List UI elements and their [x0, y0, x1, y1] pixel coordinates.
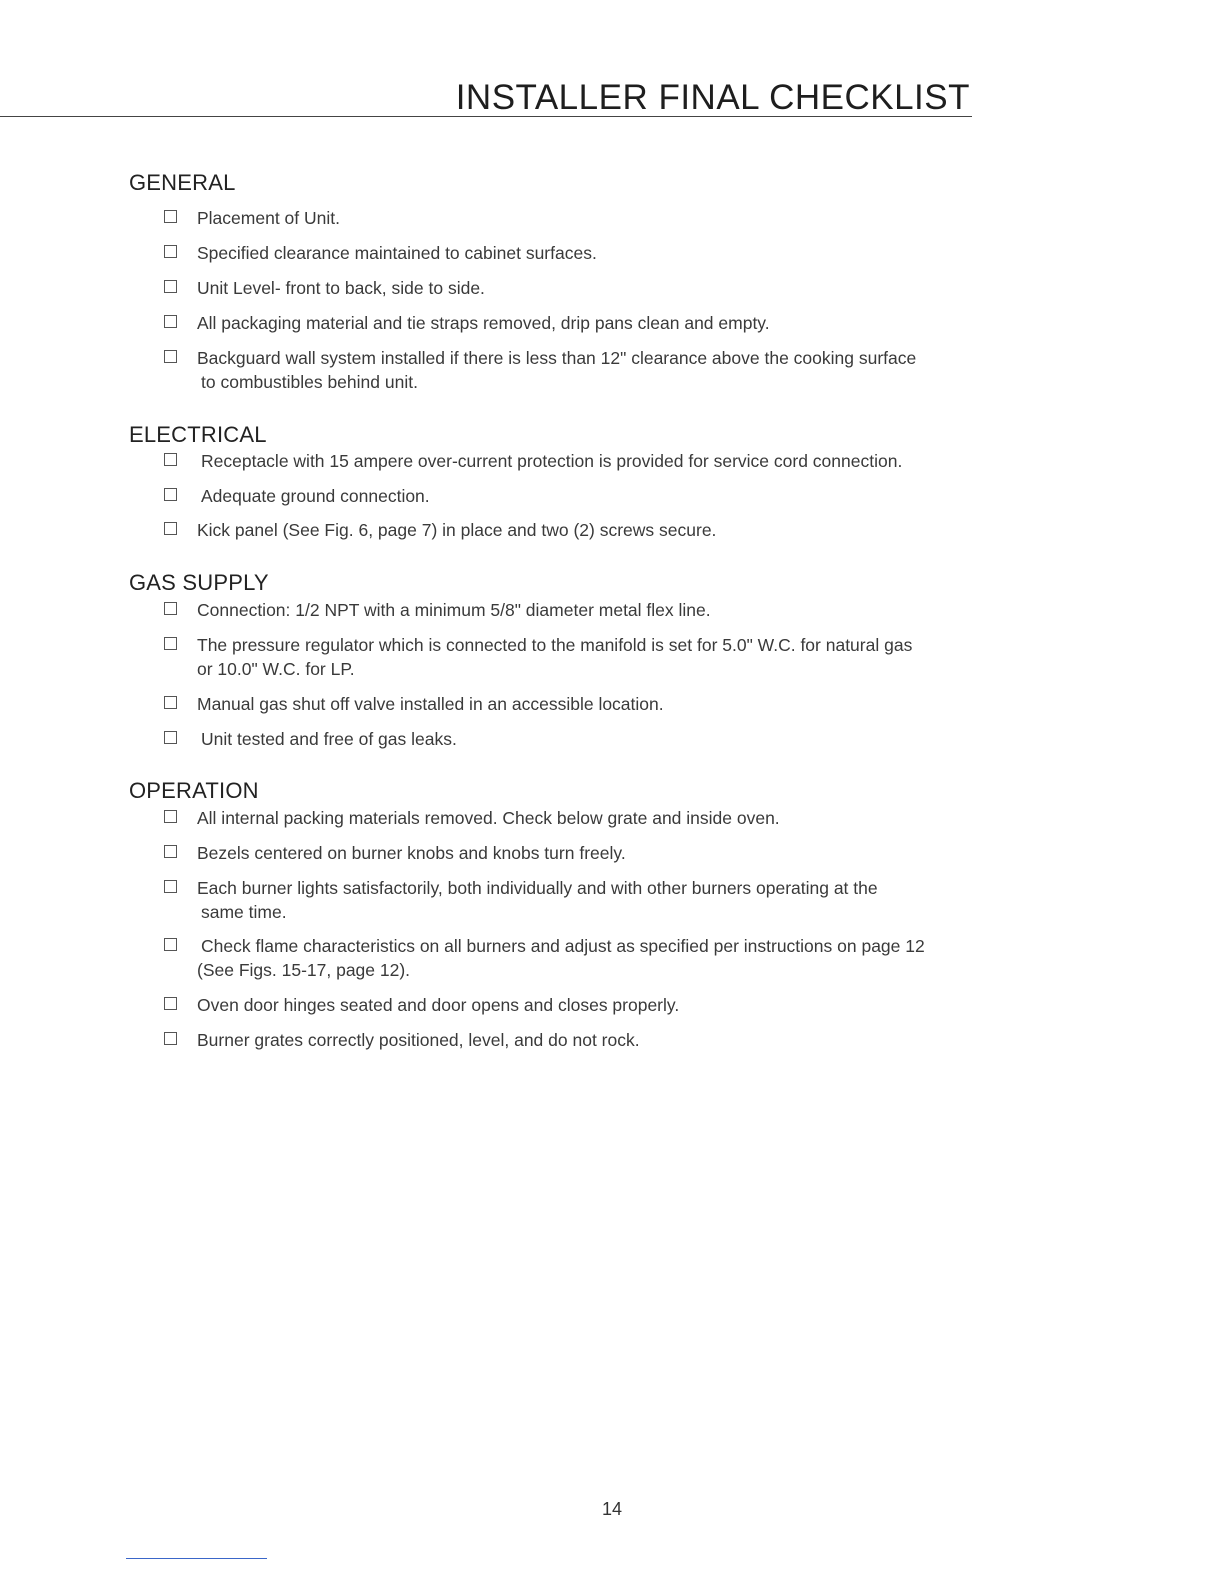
checkbox[interactable]	[164, 602, 177, 615]
checkbox[interactable]	[164, 731, 177, 744]
checklist-item-text: Kick panel (See Fig. 6, page 7) in place and two (2) screws secure.	[197, 520, 717, 540]
checkbox[interactable]	[164, 522, 177, 535]
checklist-item	[164, 993, 984, 1017]
checkbox[interactable]	[164, 280, 177, 293]
checkbox[interactable]	[164, 315, 177, 328]
section-heading-gas-supply: GAS SUPPLY	[129, 570, 269, 595]
checkbox[interactable]	[164, 350, 177, 363]
checklist-item	[164, 692, 984, 716]
checklist-item-text: Adequate ground connection.	[201, 486, 430, 506]
checklist-item-text: Bezels centered on burner knobs and knobs turn freely.	[197, 843, 626, 863]
checklist-item	[164, 806, 984, 830]
checklist-item	[164, 276, 984, 300]
title-underline	[0, 116, 972, 117]
checklist-item	[164, 206, 984, 230]
checklist-item-text: Oven door hinges seated and door opens and closes properly.	[197, 995, 680, 1015]
checklist-item	[164, 841, 984, 865]
checklist-item	[164, 633, 984, 681]
checkbox[interactable]	[164, 488, 177, 501]
checklist-item-text-continued: to combustibles behind unit.	[201, 372, 418, 392]
checkbox[interactable]	[164, 210, 177, 223]
checklist-item-text: Unit Level- front to back, side to side.	[197, 278, 485, 298]
checkbox[interactable]	[164, 696, 177, 709]
checklist-item-text: Receptacle with 15 ampere over-current protection is provided for service cord connection.	[201, 451, 903, 471]
section-heading-electrical: ELECTRICAL	[129, 422, 267, 447]
checklist-item-text: Placement of Unit.	[197, 208, 340, 228]
page-number: 14	[601, 1499, 623, 1519]
checklist-item	[164, 346, 984, 394]
checklist-item	[164, 1028, 984, 1052]
checklist-item	[164, 311, 984, 335]
checklist-item-text: Specified clearance maintained to cabinet surfaces.	[197, 243, 597, 263]
checklist-item-text-continued: same time.	[201, 902, 287, 922]
checklist-item-text: Manual gas shut off valve installed in an accessible location.	[197, 694, 664, 714]
checklist-item	[164, 518, 984, 542]
checklist-item-text: All packaging material and tie straps removed, drip pans clean and empty.	[197, 313, 770, 333]
checklist-item	[164, 598, 984, 622]
checkbox[interactable]	[164, 637, 177, 650]
checklist-item	[164, 727, 984, 751]
checkbox[interactable]	[164, 997, 177, 1010]
section-heading-operation: OPERATION	[129, 778, 259, 803]
checklist-item	[164, 876, 984, 924]
footer-rule	[126, 1558, 267, 1559]
checklist-item	[164, 934, 984, 982]
checklist-item-text: Backguard wall system installed if there is less than 12" clearance above the cooking surface	[197, 348, 917, 368]
section-heading-general: GENERAL	[129, 170, 236, 195]
checklist-item	[164, 241, 984, 265]
checkbox[interactable]	[164, 245, 177, 258]
checklist-item-text: Connection: 1/2 NPT with a minimum 5/8" diameter metal flex line.	[197, 600, 711, 620]
checkbox[interactable]	[164, 880, 177, 893]
checkbox[interactable]	[164, 810, 177, 823]
checklist-item-text: Each burner lights satisfactorily, both individually and with other burners operating at the	[197, 878, 878, 898]
checklist-item-text: Check flame characteristics on all burners and adjust as specified per instructions on page 12	[201, 936, 925, 956]
checklist-item-text-continued: (See Figs. 15-17, page 12).	[197, 960, 411, 980]
checklist-item-text: Burner grates correctly positioned, level, and do not rock.	[197, 1030, 640, 1050]
checklist-item	[164, 449, 984, 473]
checklist-item-text: The pressure regulator which is connected to the manifold is set for 5.0" W.C. for natural gas	[197, 635, 913, 655]
checkbox[interactable]	[164, 845, 177, 858]
checklist-item-text: Unit tested and free of gas leaks.	[201, 729, 457, 749]
checkbox[interactable]	[164, 938, 177, 951]
page-title: INSTALLER FINAL CHECKLIST	[455, 78, 970, 117]
checkbox[interactable]	[164, 453, 177, 466]
checkbox[interactable]	[164, 1032, 177, 1045]
checklist-item-text: All internal packing materials removed. Check below grate and inside oven.	[197, 808, 780, 828]
checklist-item	[164, 484, 984, 508]
checklist-item-text-continued: or 10.0" W.C. for LP.	[197, 659, 355, 679]
